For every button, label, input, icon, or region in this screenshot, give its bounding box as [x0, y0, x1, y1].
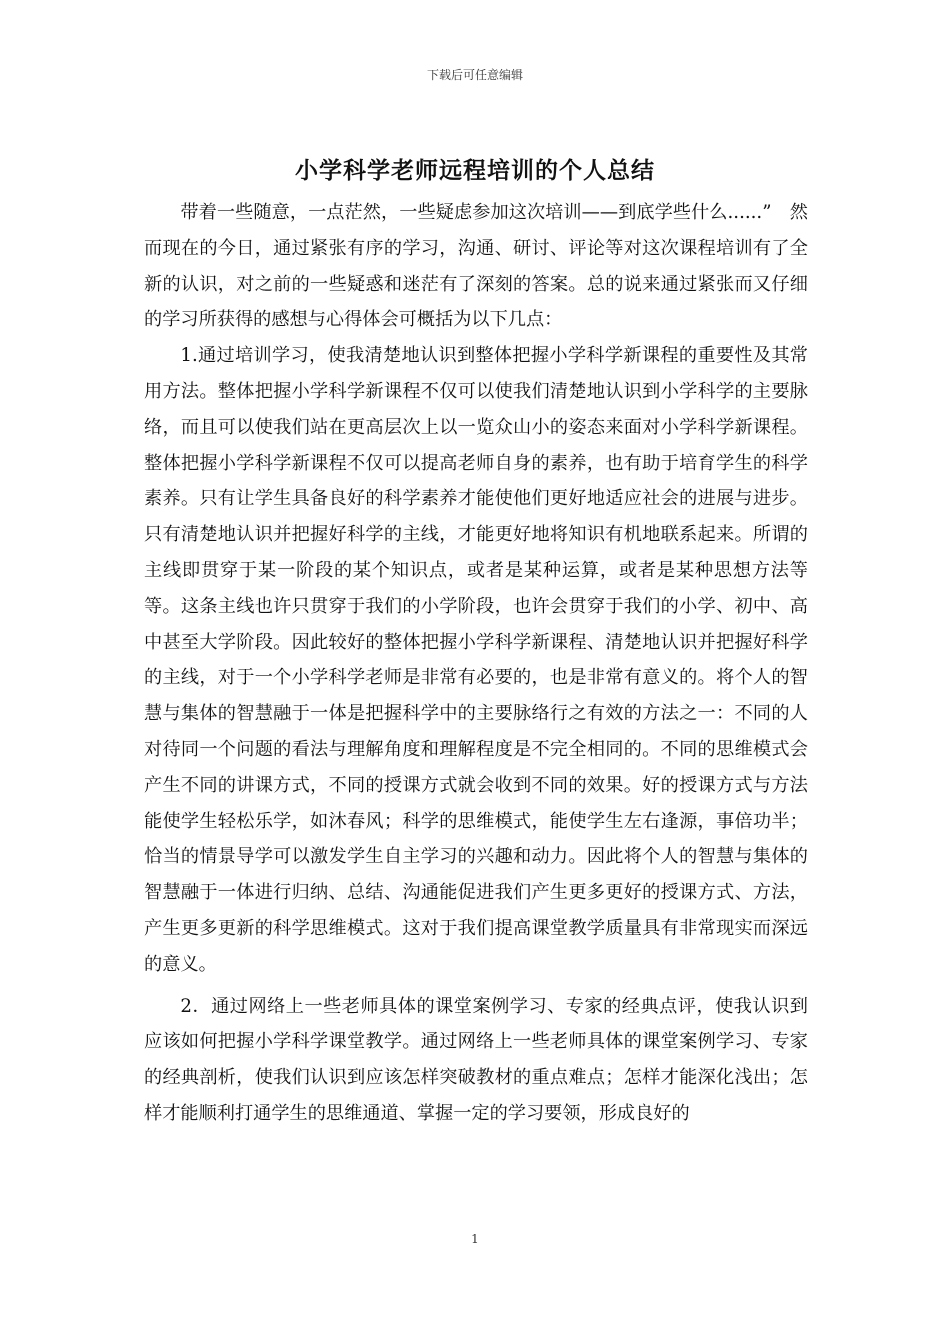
page-number: 1 — [471, 1232, 479, 1246]
document-title: 小学科学老师远程培训的个人总结 — [295, 157, 655, 184]
paragraph-point-2: 2．通过网络上一些老师具体的课堂案例学习、专家的经典点评，使我认识到应该如何把握小学科学课堂教学。通过网络上一些老师具体的课堂案例学习、专家的经典剖析，使我们认识到应该怎样突破教材的重点难点；怎样才能深化浅出；怎样才能顺利打通学生的思维通道、掌握一定的学习要领，形成良好的 — [144, 995, 808, 1124]
paragraph-point-1: 1.通过培训学习，使我清楚地认识到整体把握小学科学新课程的重要性及其常用方法。整体把握小学科学新课程不仅可以使我们清楚地认识到小学科学的主要脉络，而且可以使我们站在更高层次上以一览众山小的姿态来面对小学科学新课程。整体把握小学科学新课程不仅可以提高老师自身的素养，也有助于培育学生的科学素养。只有让学生具备良好的科学素养才能使他们更好地适应社会的进展与进步。只有清楚地认识并把握好科学的主线，才能更好地将知识有机地联系起来。所谓的主线即贯穿于某一阶段的某个知识点，或者是某种运算，或者是某种思想方法等等。这条主线也许只贯穿于我们的小学阶段，也许会贯穿于我们的小学、初中、高中甚至大学阶段。因此较好的整体把握小学科学新课程、清楚地认识并把握好科学的主线，对于一个小学科学老师是非常有必要的，也是非常有意义的。将个人的智慧与集体的智慧融于一体是把握科学中的主要脉络行之有效的方法之一：不同的人对待同一个问题的看法与理解角度和理解程度是不完全相同的。不同的思维模式会产生不同的讲课方式，不同的授课方式就会收到不同的效果。好的授课方式与方法能使学生轻松乐学，如沐春风；科学的思维模式，能使学生左右逢源，事倍功半；恰当的情景导学可以激发学生自主学习的兴趣和动力。因此将个人的智慧与集体的智慧融于一体进行归纳、总结、沟通能促进我们产生更多更好的授课方式、方法，产生更多更新的科学思维模式。这对于我们提高课堂教学质量具有非常现实而深远的意义。 — [144, 345, 808, 975]
paragraph-intro: 带着一些随意，一点茫然，一些疑虑参加这次培训——到底学些什么......” 然而现在的今日，通过紧张有序的学习，沟通、研讨、评论等对这次课程培训有了全新的认识，对之前的一些疑惑和迷茫有了深刻的答案。总的说来通过紧张而又仔细的学习所获得的感想与心得体会可概括为以下几点： — [144, 202, 808, 331]
document-body — [144, 195, 808, 1132]
page-header: 下载后可任意编辑 — [426, 68, 523, 82]
